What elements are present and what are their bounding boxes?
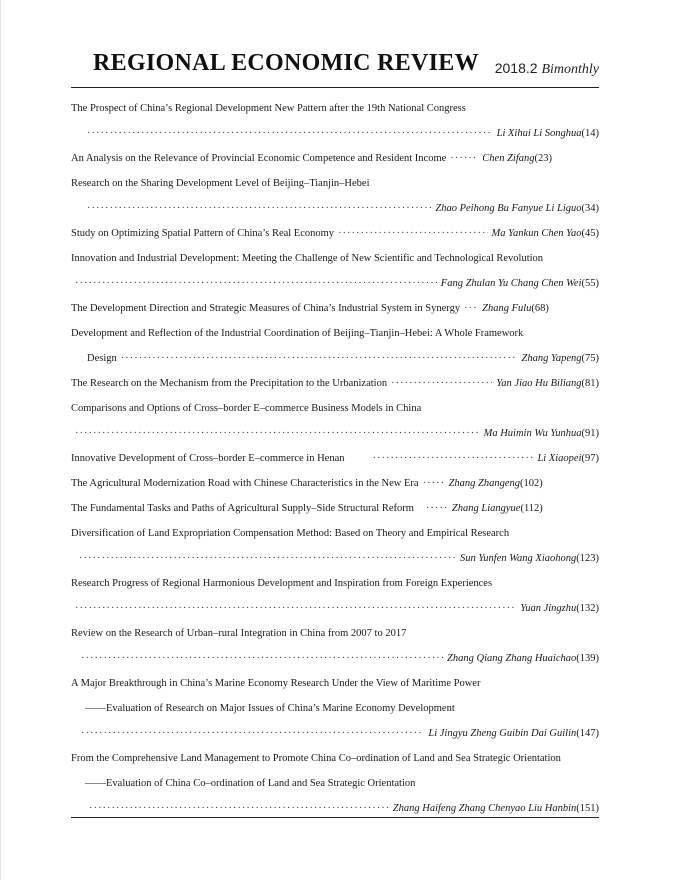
toc-entry-title[interactable] — [71, 171, 599, 196]
entry-text: ——Evaluation of China Co–ordination of Land and Sea Strategic Orientation — [85, 778, 416, 789]
toc-entry-subtitle — [71, 696, 599, 721]
footer-rule — [71, 817, 599, 818]
entry-text: Study on Optimizing Spatial Pattern of China’s Real Economy — [71, 228, 335, 239]
entry-authors: Sun Yunfen Wang Xiaohong — [460, 553, 577, 564]
toc-entry[interactable] — [71, 146, 599, 171]
toc-entry-title[interactable] — [71, 396, 599, 421]
entry-text: A Major Breakthrough in China’s Marine Economy Research Under the View of Maritime Power — [71, 678, 481, 689]
entry-authors: Ma Huimin Wu Yunhua — [483, 428, 582, 439]
entry-page: (14) — [581, 128, 599, 139]
entry-text: Review on the Research of Urban–rural Integration in China from 2007 to 2017 — [71, 628, 407, 639]
toc-entry[interactable] — [71, 296, 599, 321]
dot-leader — [87, 121, 493, 146]
dot-leader — [464, 296, 478, 321]
toc-entry-meta — [71, 546, 599, 571]
entry-authors: Zhang Liangyue — [451, 503, 521, 514]
entry-page: (147) — [576, 728, 599, 739]
toc-entry-meta — [71, 421, 599, 446]
entry-text: Design — [87, 353, 117, 364]
issue-info — [495, 60, 599, 78]
entry-authors: Chen Zifang — [482, 153, 535, 164]
entry-authors: Zhang Fulu — [482, 303, 532, 314]
toc-entry-meta — [71, 646, 599, 671]
entry-page: (23) — [534, 153, 552, 164]
dot-leader — [391, 371, 492, 396]
entry-authors: Zhang Haifeng Zhang Chenyao Liu Hanbin — [392, 803, 577, 814]
journal-title: REGIONAL ECONOMIC REVIEW — [93, 50, 479, 76]
toc-entry[interactable] — [71, 496, 599, 521]
toc-entry-title[interactable] — [71, 246, 599, 271]
toc-entry-meta — [71, 346, 599, 371]
toc-entry[interactable] — [71, 446, 599, 471]
dot-leader — [450, 146, 478, 171]
entry-page: (81) — [581, 378, 599, 389]
entry-page: (139) — [576, 653, 599, 664]
journal-header — [71, 50, 599, 86]
dot-leader — [423, 471, 445, 496]
toc-entry[interactable] — [71, 471, 599, 496]
entry-page: (55) — [581, 278, 599, 289]
toc-entry-title[interactable] — [71, 521, 599, 546]
dot-leader — [79, 546, 456, 571]
entry-page: (45) — [581, 228, 599, 239]
entry-text: Research on the Sharing Development Level of Beijing–Tianjin–Hebei — [71, 178, 370, 189]
entry-authors: Zhang Yapeng — [521, 353, 582, 364]
entry-text: The Research on the Mechanism from the Precipitation to the Urbanization — [71, 378, 388, 389]
entry-authors: Yuan Jingzhu — [520, 603, 577, 614]
entry-text: The Agricultural Modernization Road with Chinese Characteristics in the New Era — [71, 478, 419, 489]
entry-authors: Li Xihui Li Songhua — [496, 128, 582, 139]
entry-authors: Li Xiaopei — [537, 453, 582, 464]
entry-page: (151) — [576, 803, 599, 814]
toc-entry-meta — [71, 721, 599, 746]
dot-leader — [81, 721, 424, 746]
entry-text: Development and Reflection of the Industrial Coordination of Beijing–Tianjin–Hebei: A Whole Framework — [71, 328, 524, 339]
issue-number: 2018.2 — [494, 60, 538, 76]
dot-leader — [121, 346, 518, 371]
table-of-contents — [71, 96, 599, 821]
entry-page: (75) — [581, 353, 599, 364]
entry-page: (97) — [581, 453, 599, 464]
entry-text: From the Comprehensive Land Management to Promote China Co–ordination of Land and Sea Strategic Orientation — [71, 753, 561, 764]
entry-page: (102) — [520, 478, 543, 489]
toc-entry[interactable] — [71, 221, 599, 246]
entry-text: Comparisons and Options of Cross–border E–commerce Business Models in China — [71, 403, 422, 414]
entry-page: (112) — [520, 503, 543, 514]
dot-leader — [75, 596, 516, 621]
entry-text: The Development Direction and Strategic Measures of China’s Industrial System in Synergy — [71, 303, 461, 314]
entry-authors: Li Jingyu Zheng Guibin Dai Guilin — [428, 728, 577, 739]
entry-text: An Analysis on the Relevance of Provincial Economic Competence and Resident Income — [71, 153, 447, 164]
entry-text: ——Evaluation of Research on Major Issues of China’s Marine Economy Development — [85, 703, 455, 714]
entry-page: (91) — [581, 428, 599, 439]
entry-page: (68) — [531, 303, 549, 314]
entry-text: Research Progress of Regional Harmonious Development and Inspiration from Foreign Experiences — [71, 578, 493, 589]
toc-entry-title[interactable] — [71, 621, 599, 646]
toc-entry-title[interactable] — [71, 671, 599, 696]
entry-text: Diversification of Land Expropriation Compensation Method: Based on Theory and Empirical Research — [71, 528, 510, 539]
entry-page: (123) — [576, 553, 599, 564]
dot-leader — [426, 496, 448, 521]
dot-leader — [338, 221, 487, 246]
toc-entry-title[interactable] — [71, 321, 599, 346]
entry-authors: Zhang Zhangeng — [448, 478, 521, 489]
entry-text: The Fundamental Tasks and Paths of Agricultural Supply–Side Structural Reform — [71, 503, 414, 514]
toc-entry-meta — [71, 196, 599, 221]
toc-entry-meta — [71, 596, 599, 621]
issue-frequency: Bimonthly — [541, 62, 599, 77]
dot-leader — [75, 421, 480, 446]
entry-authors: Zhao Peihong Bu Fanyue Li Liguo — [435, 203, 582, 214]
dot-leader — [81, 646, 443, 671]
toc-entry-title[interactable] — [71, 96, 599, 121]
dot-leader — [373, 446, 534, 471]
toc-entry-meta — [71, 271, 599, 296]
entry-page: (132) — [576, 603, 599, 614]
toc-entry-title[interactable] — [71, 746, 599, 771]
dot-leader — [75, 271, 437, 296]
entry-authors: Fang Zhulan Yu Chang Chen Wei — [440, 278, 582, 289]
toc-entry-subtitle — [71, 771, 599, 796]
entry-authors: Zhang Qiang Zhang Huaichao — [447, 653, 577, 664]
toc-entry-meta — [71, 121, 599, 146]
dot-leader — [87, 196, 431, 221]
entry-authors: Ma Yankun Chen Yao — [491, 228, 582, 239]
toc-entry[interactable] — [71, 371, 599, 396]
entry-text: The Prospect of China’s Regional Development New Pattern after the 19th National Congress — [71, 103, 466, 114]
toc-entry-title[interactable] — [71, 571, 599, 596]
header-rule — [71, 87, 599, 88]
entry-text: Innovative Development of Cross–border E–commerce in Henan — [71, 453, 345, 464]
entry-authors: Yan Jiao Hu Biliang — [496, 378, 582, 389]
entry-page: (34) — [581, 203, 599, 214]
entry-text: Innovation and Industrial Development: Meeting the Challenge of New Scientific and Technological Revolution — [71, 253, 544, 264]
